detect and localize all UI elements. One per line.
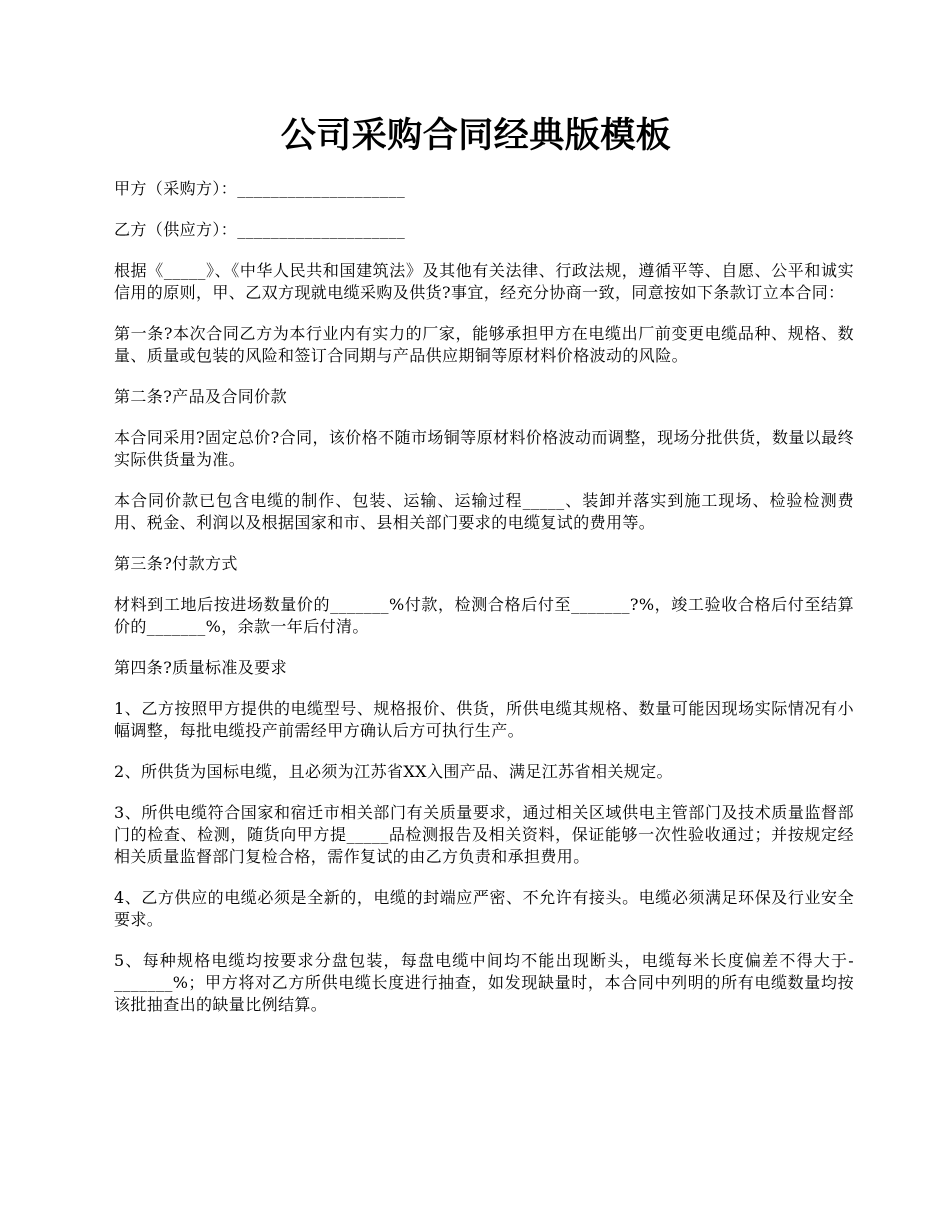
article-4-heading: 第四条?质量标准及要求 — [114, 658, 287, 677]
document-body — [114, 178, 854, 1035]
article-1-paragraph: 第一条?本次合同乙方为本行业内有实力的厂家，能够承担甲方在电缆出厂前变更电缆品种、规格、数量、质量或包装的风险和签订合同期与产品供应期铜等原材料价格波动的风险。 — [114, 324, 854, 365]
document-title: 公司采购合同经典版模板 — [280, 115, 672, 156]
party-b-line: 乙方（供应方）：____________________ — [114, 220, 406, 239]
quality-item-1: 1、乙方按照甲方提供的电缆型号、规格报价、供货，所供电缆其规格、数量可能因现场实际情况有小幅调整，每批电缆投产前需经甲方确认后方可执行生产。 — [114, 699, 854, 740]
quality-item-3: 3、所供电缆符合国家和宿迁市相关部门有关质量要求，通过相关区域供电主管部门及技术质量监督部门的检查、检测，随货向甲方提_____品检测报告及相关资料，保证能够一次性验收通过；并按规定经相关质量监督部门复检合格，需作复试的由乙方负责和承担费用。 — [114, 803, 854, 866]
article-2-heading: 第二条?产品及合同价款 — [114, 387, 287, 406]
article-3-heading: 第三条?付款方式 — [114, 554, 238, 573]
party-a-line: 甲方（采购方）：____________________ — [114, 179, 406, 198]
preamble-paragraph: 根据《_____》、《中华人民共和国建筑法》及其他有关法律、行政法规，遵循平等、自愿、公平和诚实信用的原则，甲、乙双方现就电缆采购及供货?事宜，经充分协商一致，同意按如下条款订立本合同： — [114, 261, 854, 302]
article-2-includes-paragraph: 本合同价款已包含电缆的制作、包装、运输、运输过程_____、装卸并落实到施工现场、检验检测费用、税金、利润以及根据国家和市、县相关部门要求的电缆复试的费用等。 — [114, 491, 854, 532]
quality-item-5: 5、每种规格电缆均按要求分盘包装，每盘电缆中间均不能出现断头，电缆每米长度偏差不得大于-_______%；甲方将对乙方所供电缆长度进行抽查，如发现缺量时，本合同中列明的所有电缆数量均按该批抽查出的缺量比例结算。 — [114, 951, 854, 1014]
article-3-payment-paragraph: 材料到工地后按进场数量价的_______%付款，检测合格后付至_______?%，竣工验收合格后付至结算价的_______%，余款一年后付清。 — [114, 595, 854, 636]
quality-item-4: 4、乙方供应的电缆必须是全新的，电缆的封端应严密、不允许有接头。电缆必须满足环保及行业安全要求。 — [114, 888, 854, 929]
article-2-price-paragraph: 本合同采用?固定总价?合同，该价格不随市场铜等原材料价格波动而调整，现场分批供货，数量以最终实际供货量为准。 — [114, 428, 854, 469]
quality-item-2: 2、所供货为国标电缆，且必须为江苏省XX入围产品、满足江苏省相关规定。 — [114, 762, 673, 781]
